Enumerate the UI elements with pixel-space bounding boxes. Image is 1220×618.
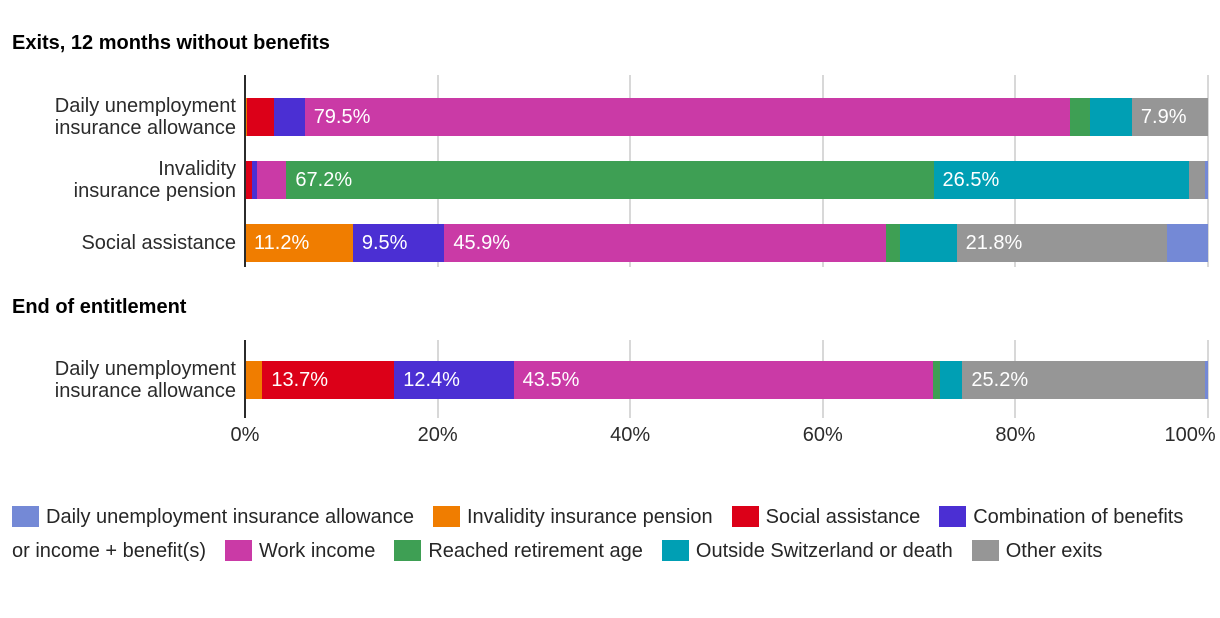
legend-item-social-assistance xyxy=(732,506,921,528)
y-axis-line xyxy=(244,340,246,418)
bar-segment-social-assistance xyxy=(247,98,274,136)
legend-swatch xyxy=(433,506,460,527)
bar-label xyxy=(0,358,245,402)
legend-swatch xyxy=(939,506,966,527)
x-axis-tick-labels xyxy=(0,421,1220,451)
segment-value-label: 11.2% xyxy=(254,232,310,254)
legend-label: Combination of benefits or income + benefit(s) xyxy=(12,506,1184,562)
bar-segment-reached-retirement-age xyxy=(1070,98,1090,136)
legend-swatch xyxy=(394,540,421,561)
bar-segment-invalidity-insurance-pension xyxy=(245,224,353,262)
bar-segment-other-exits xyxy=(1132,98,1208,136)
bar-segment-other-exits xyxy=(957,224,1167,262)
segment-value-label: 9.5% xyxy=(361,232,408,254)
segment-value-label: 13.7% xyxy=(271,369,329,391)
legend-swatch xyxy=(12,506,39,527)
bar-label-line: Daily unemployment xyxy=(54,358,236,380)
legend-item-work-income xyxy=(225,540,375,562)
section-title-end-of-entitlement: End of entitlement xyxy=(12,296,187,318)
bar-segment-social-assistance xyxy=(262,361,394,399)
bar-segment-daily-unemployment-insurance-allowance xyxy=(1205,161,1208,199)
bar-row xyxy=(0,358,1220,402)
bar-row xyxy=(0,95,1220,139)
bar-segment-work-income xyxy=(305,98,1071,136)
segment-value-label: 26.5% xyxy=(942,169,1000,191)
bar-label xyxy=(0,95,245,139)
legend-label: Outside Switzerland or death xyxy=(695,540,953,562)
bar-row xyxy=(0,224,1220,262)
legend-swatch xyxy=(972,540,999,561)
legend-label: Social assistance xyxy=(765,506,921,528)
segment-value-label: 25.2% xyxy=(971,369,1029,391)
bar-segment-reached-retirement-age xyxy=(933,361,941,399)
bar-segment-combination-of-benefits xyxy=(274,98,305,136)
bar-label-line: Invalidity xyxy=(158,158,236,180)
bar-track xyxy=(245,98,1208,136)
segment-value-label: 7.9% xyxy=(1140,106,1187,128)
y-axis-line xyxy=(244,75,246,267)
legend-item-outside-switzerland-or-death xyxy=(662,540,953,562)
x-tick-label: 100% xyxy=(1164,424,1216,446)
bar-segment-outside-switzerland-or-death xyxy=(934,161,1189,199)
segment-value-label: 67.2% xyxy=(295,169,353,191)
legend-label: Daily unemployment insurance allowance xyxy=(46,506,414,528)
segment-value-label: 43.5% xyxy=(522,369,580,391)
segment-value-label: 21.8% xyxy=(965,232,1023,254)
legend-swatch xyxy=(732,506,759,527)
x-tick-label: 60% xyxy=(802,424,843,446)
segment-value-label: 12.4% xyxy=(403,369,460,391)
bar-label-line: Daily unemployment xyxy=(54,95,236,117)
bar-label-line: insurance allowance xyxy=(54,380,236,402)
bar-segment-daily-unemployment-insurance-allowance xyxy=(1167,224,1208,262)
bar-segment-outside-switzerland-or-death xyxy=(1090,98,1131,136)
x-tick-label: 80% xyxy=(995,424,1036,446)
legend-item-invalidity-insurance-pension xyxy=(433,506,713,528)
plot-area-exits xyxy=(0,75,1220,267)
legend-item-daily-unemployment-insurance-allowance xyxy=(12,506,414,528)
x-tick-label: 20% xyxy=(417,424,458,446)
bar-track xyxy=(245,224,1208,262)
bar-label xyxy=(0,232,245,254)
bar-label-line: Social assistance xyxy=(81,232,236,254)
legend-label: Other exits xyxy=(1005,540,1103,562)
bar-rows xyxy=(0,75,1220,262)
bar-segment-daily-unemployment-insurance-allowance xyxy=(1205,361,1208,399)
legend-label: Reached retirement age xyxy=(428,540,643,562)
bar-segment-outside-switzerland-or-death xyxy=(940,361,962,399)
bar-label xyxy=(0,158,245,202)
legend-swatch xyxy=(662,540,689,561)
legend-label: Invalidity insurance pension xyxy=(466,506,713,528)
bar-label-line: insurance pension xyxy=(73,180,236,202)
bar-segment-work-income xyxy=(257,161,287,199)
legend-label: Work income xyxy=(258,540,376,562)
legend-item-reached-retirement-age xyxy=(394,540,643,562)
bar-segment-outside-switzerland-or-death xyxy=(900,224,957,262)
bar-segment-combination-of-benefits xyxy=(353,224,444,262)
bar-segment-other-exits xyxy=(1189,161,1205,199)
bar-segment-work-income xyxy=(514,361,933,399)
plot-area-end-of-entitlement xyxy=(0,340,1220,418)
bar-label-line: insurance allowance xyxy=(54,117,236,139)
bar-track xyxy=(245,361,1208,399)
bar-segment-invalidity-insurance-pension xyxy=(245,361,262,399)
bar-segment-reached-retirement-age xyxy=(286,161,933,199)
legend-item-other-exits xyxy=(972,540,1103,562)
legend xyxy=(12,500,1196,568)
bar-segment-social-assistance xyxy=(245,161,252,199)
bar-segment-other-exits xyxy=(962,361,1205,399)
bar-track xyxy=(245,161,1208,199)
segment-value-label: 79.5% xyxy=(313,106,371,128)
bar-segment-combination-of-benefits xyxy=(394,361,513,399)
x-tick-label: 40% xyxy=(610,424,651,446)
bar-row xyxy=(0,158,1220,202)
bar-segment-reached-retirement-age xyxy=(886,224,899,262)
bar-rows xyxy=(0,340,1220,402)
x-tick-label: 0% xyxy=(230,424,260,446)
section-title-exits: Exits, 12 months without benefits xyxy=(12,32,330,54)
legend-swatch xyxy=(225,540,252,561)
segment-value-label: 45.9% xyxy=(453,232,511,254)
bar-segment-work-income xyxy=(444,224,886,262)
